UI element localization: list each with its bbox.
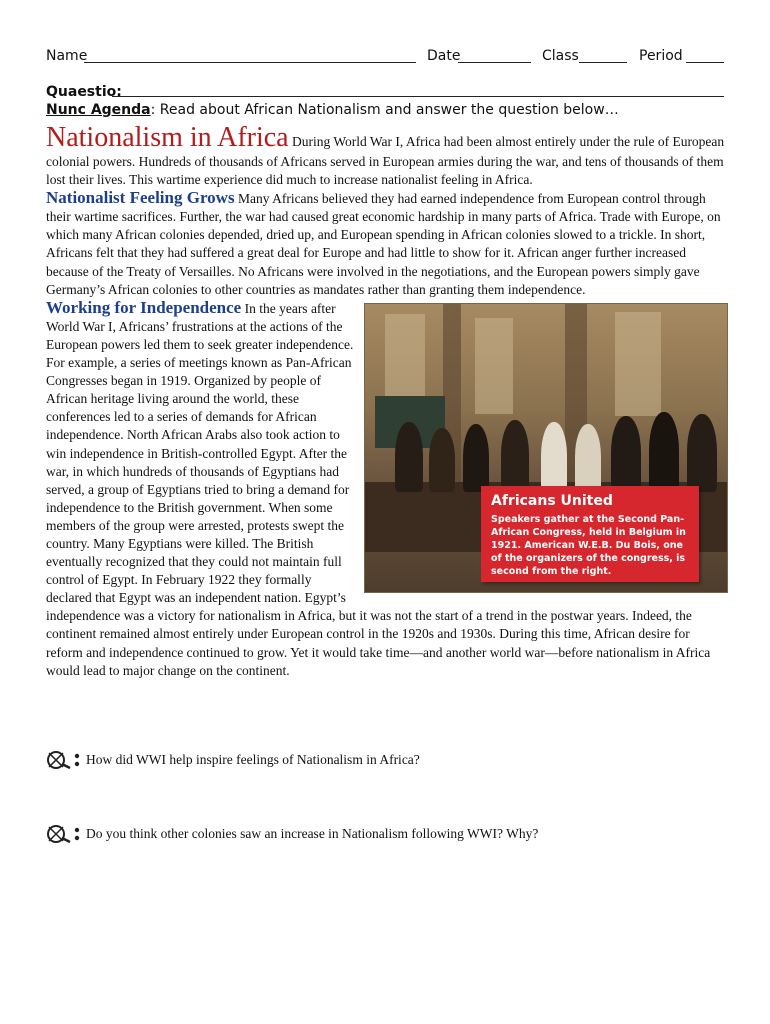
nunc-agenda-text: : Read about African Nationalism and answer the question below… — [150, 102, 619, 118]
section-text-nationalist-feeling: Many Africans believed they had earned independence from European control through their wartime sacrifices. Further, the war had caused great economic hardship in many parts of Africa. Trade with Europe, on which many African colonies depended, dried up, and European spending in African colonies slowed to a trickle. In short, Africans felt that they had suffered a great deal for Europe and had little to show for it. African anger further increased because of the Treaty of Versailles. No Africans were involved in the negotiations, and the European powers simply gave Germany’s African colonies to other countries as mandates rather than granting them independence. — [46, 191, 721, 297]
section-title-nationalist-feeling: Nationalist Feeling Grows — [46, 188, 235, 208]
question-2 — [46, 824, 538, 844]
quaestio-field[interactable] — [112, 96, 724, 97]
name-field[interactable] — [84, 62, 416, 63]
question-2-text: Do you think other colonies saw an increase in Nationalism following WWI? Why? — [86, 826, 539, 841]
class-field[interactable] — [579, 62, 627, 63]
caption-text: Speakers gather at the Second Pan-African Congress, held in Belgium in 1921. American W.E.B. Du Bois, one of the organizers of the congress, is second from the right. — [491, 513, 686, 577]
date-field[interactable] — [458, 62, 531, 63]
quaestio-label: Quaestio: — [46, 84, 122, 100]
section-title-working-for-independence: Working for Independence — [46, 297, 242, 317]
question-icon — [46, 824, 84, 844]
period-field[interactable] — [686, 62, 724, 63]
photo-pan-african-congress — [364, 303, 728, 593]
photo-caption — [481, 486, 699, 582]
class-label: Class — [542, 48, 579, 64]
question-1 — [46, 750, 420, 770]
question-icon — [46, 750, 84, 770]
nunc-agenda-label: Nunc Agenda — [46, 102, 151, 118]
caption-title: Africans United — [491, 492, 613, 509]
date-label: Date — [427, 48, 461, 64]
article — [46, 123, 728, 680]
section-text-working-for-independence: In the years after World War I, Africans’ frustrations at the actions of the European powers led them to seek greater independence. For example, a series of meetings known as Pan-African Congresses began in 1919. Organized by people of African heritage living around the world, these conferences led to a series of demands for African independence. North African Arabs also took action to win independence in British-controlled Egypt. After the war, in which hundreds of thousands of Egyptians had served, a group of Egyptians tried to bring a demand for independence to the British government. When some members of the group were arrested, protests swept the country. Many Egyptians were killed. The British eventually recognized that they could not maintain full control of Egypt. In February 1922 they formally declared that Egypt was an independent nation. Egypt’s independence was a victory for nationalism in Africa, but it was not the start of a trend in the postwar years. Indeed, the continent remained almost entirely under European control in the 1920s and 1930s. During this time, African desire for reform and independence continued to grow. Yet it would take time—and another world war—before nationalism in Africa would lead to major change on the continent. — [46, 300, 711, 678]
question-1-text: How did WWI help inspire feelings of Nationalism in Africa? — [86, 752, 420, 767]
period-label: Period — [639, 48, 683, 64]
name-label: Name — [46, 48, 88, 64]
article-title: Nationalism in Africa — [46, 122, 289, 153]
nunc-agenda — [46, 102, 619, 118]
header-fields — [46, 46, 726, 68]
article-intro: During World War I, Africa had been almost entirely under the rule of European colonial powers. Hundreds of thousands of Africans served in European armies during the war, and tens of thousands of them lost their lives. This wartime experience did much to increase nationalist feeling in Africa. — [46, 134, 725, 188]
